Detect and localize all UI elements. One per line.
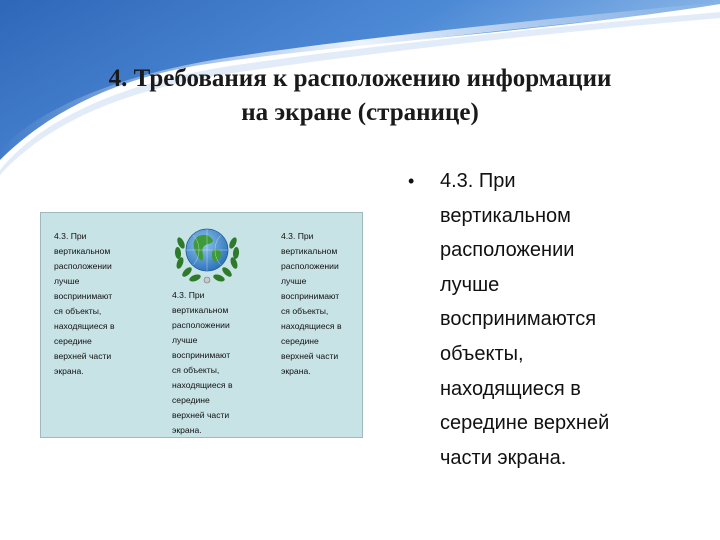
left-column-line: середине — [54, 336, 92, 346]
right-column-line: ся объекты, — [281, 306, 329, 316]
bullet-line: находящиеся в — [440, 377, 581, 400]
middle-column-line: воспринимают — [172, 350, 231, 360]
bullet-line: объекты, — [440, 342, 524, 365]
bullet-marker: • — [408, 171, 415, 191]
left-column-line: 4.3. При — [54, 231, 87, 241]
left-column-line: ся объекты, — [54, 306, 102, 316]
middle-column-line: лучше — [172, 335, 198, 345]
slide-title-line-2: на экране (странице) — [241, 99, 479, 126]
left-column-line: верхней части — [54, 351, 112, 361]
middle-column-line: ся объекты, — [172, 365, 220, 375]
bullet-line: 4.3. При — [440, 170, 516, 192]
right-column-line: лучше — [281, 276, 307, 286]
bullet-line: вертикальном — [440, 204, 571, 227]
bullet-line: части экрана. — [440, 446, 567, 469]
middle-text-column — [172, 288, 256, 438]
left-column-line: расположении — [54, 261, 112, 271]
bullet-line: расположении — [440, 239, 575, 262]
globe-laurel-icon — [167, 221, 247, 287]
middle-column-line: вертикальном — [172, 305, 229, 315]
left-text-column — [54, 229, 138, 379]
slide-title — [40, 62, 680, 130]
middle-column-line: середине — [172, 395, 210, 405]
right-column-line: 4.3. При — [281, 231, 314, 241]
left-column-line: вертикальном — [54, 246, 111, 256]
middle-column-line: находящиеся в — [172, 380, 233, 390]
middle-column-line: верхней части — [172, 410, 230, 420]
right-column-line: верхней части — [281, 351, 339, 361]
slide-title-line-1: 4. Требования к расположению информации — [108, 65, 612, 92]
middle-column-line: расположении — [172, 320, 230, 330]
right-text-column — [281, 229, 365, 379]
right-column-line: расположении — [281, 261, 339, 271]
middle-column-line: экрана. — [172, 425, 202, 435]
right-column-line: вертикальном — [281, 246, 338, 256]
left-column-line: воспринимают — [54, 291, 113, 301]
bullet-line: воспринимаются — [440, 308, 597, 331]
right-column-line: находящиеся в — [281, 321, 342, 331]
right-column-line: середине — [281, 336, 319, 346]
left-column-line: лучше — [54, 276, 80, 286]
left-column-line: экрана. — [54, 366, 84, 376]
left-column-line: находящиеся в — [54, 321, 115, 331]
right-column-line: экрана. — [281, 366, 311, 376]
middle-column-line: 4.3. При — [172, 290, 205, 300]
bullet-text — [440, 164, 609, 475]
layout-example-panel — [40, 212, 363, 438]
bullet-line: середине верхней — [440, 412, 610, 435]
right-column-line: воспринимают — [281, 291, 340, 301]
bullet-line: лучше — [440, 273, 500, 296]
